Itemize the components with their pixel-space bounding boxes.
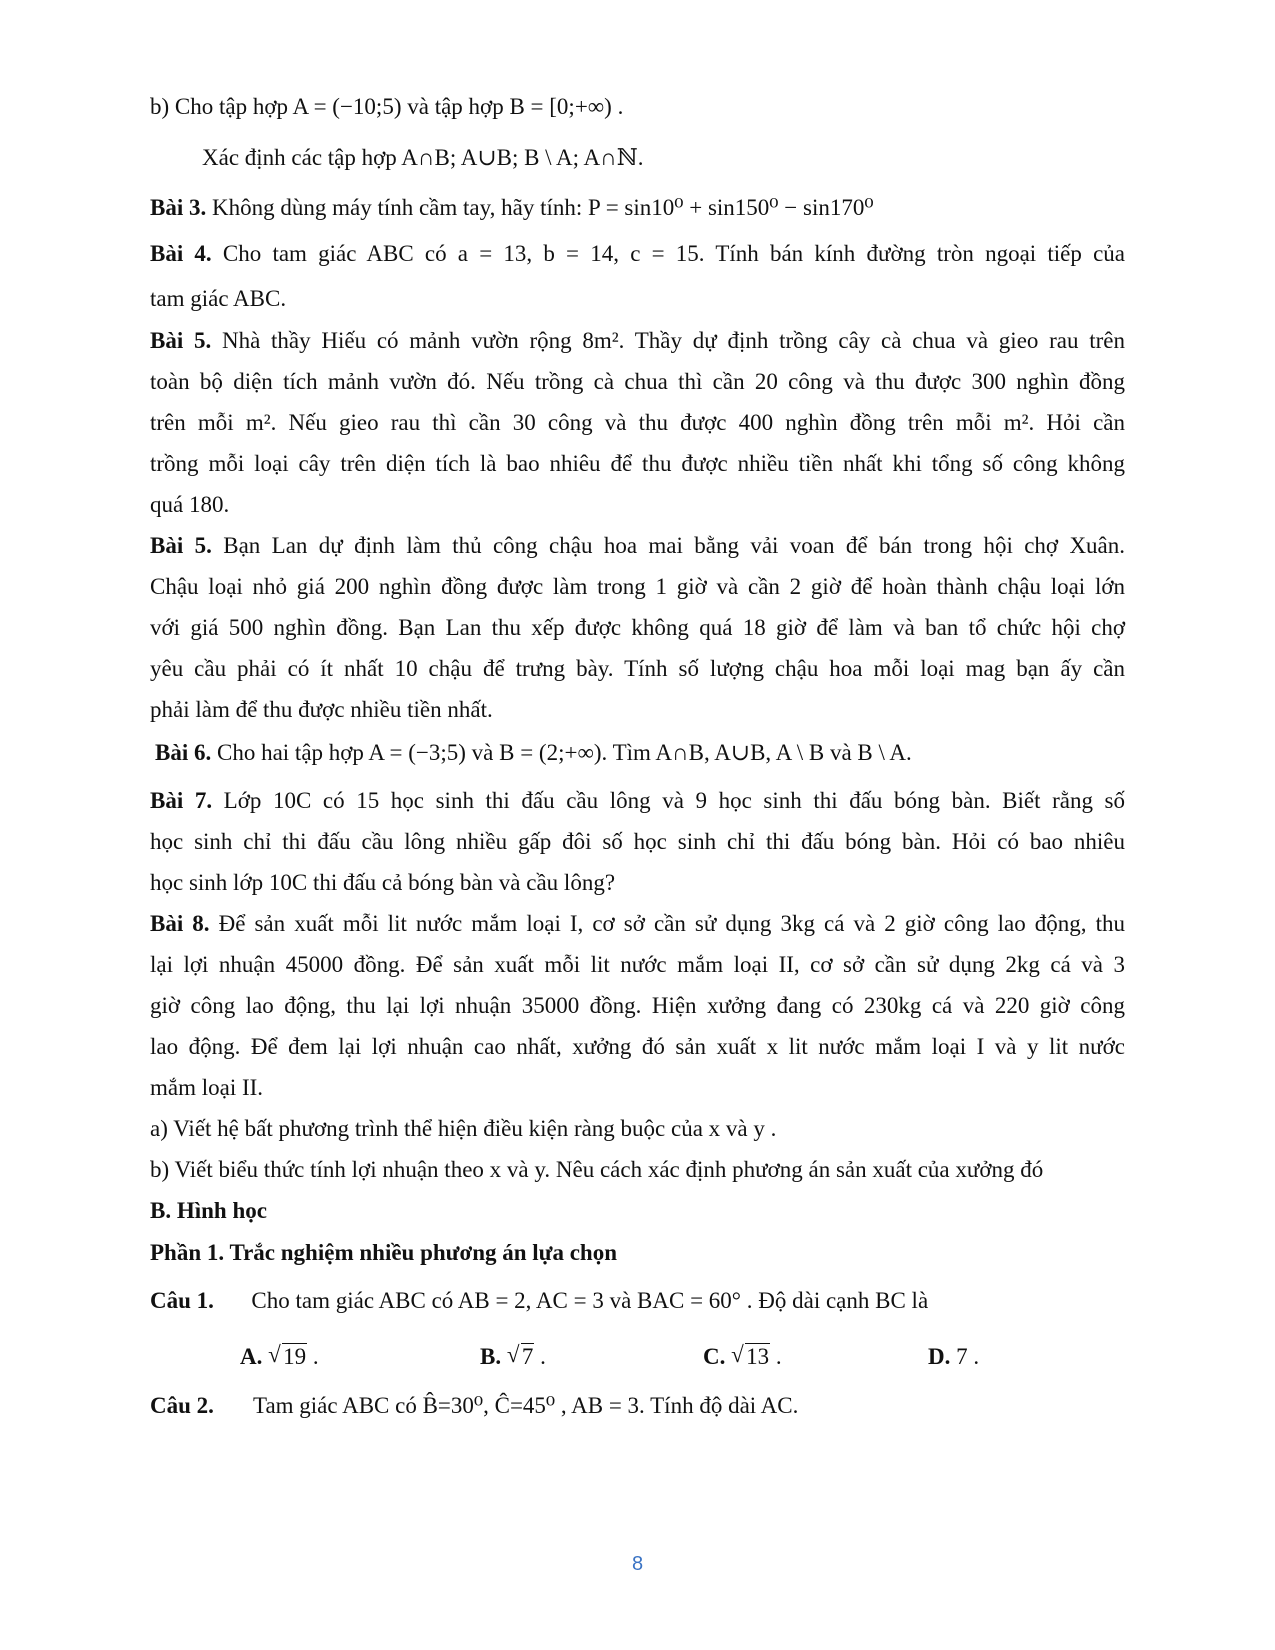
option-c-letter: C. — [703, 1344, 726, 1369]
problem-5a-text-1: Nhà thầy Hiếu có mảnh vườn rộng 8m². Thầy dự định trồng cây cà chua và gieo rau trên — [221, 328, 1126, 353]
option-a[interactable] — [240, 1342, 319, 1372]
problem-4-line-2: tam giác ABC. — [150, 286, 287, 311]
problem-5a-line-5: quá 180. — [150, 492, 230, 517]
problem-6-text: Cho hai tập hợp A = (−3;5) và B = (2;+∞). Tìm A∩B, A∪B, A \ B và B \ A. — [216, 740, 912, 765]
question-2-text: Tam giác ABC có B̂=30⁰, Ĉ=45⁰ , AB = 3. Tính độ dài AC. — [253, 1393, 799, 1418]
option-a-sqrt — [268, 1342, 307, 1372]
problem-6-label: Bài 6. — [155, 740, 212, 765]
part-1-heading — [150, 1238, 617, 1268]
option-d-letter: D. — [928, 1344, 951, 1369]
question-2 — [150, 1391, 798, 1421]
problem-5a-line-3: trên mỗi m². Nếu gieo rau thì cần 30 công và thu được 400 nghìn đồng trên mỗi m². Hỏi cần — [150, 410, 1125, 435]
problem-7-text-1: Lớp 10C có 15 học sinh thi đấu cầu lông và 9 học sinh thi đấu bóng bàn. Biết rằng số — [223, 788, 1125, 813]
problem-4-line-1 — [150, 239, 1125, 269]
problem-5a-label: Bài 5. — [150, 328, 212, 353]
problem-5b-line-5: phải làm để thu được nhiều tiền nhất. — [150, 697, 493, 722]
problem-5b-line-2: Chậu loại nhỏ giá 200 nghìn đồng được làm trong 1 giờ và cần 2 giờ để hoàn thành chậu loại lớn — [150, 574, 1125, 599]
problem-8-part-b: b) Viết biểu thức tính lợi nhuận theo x và y. Nêu cách xác định phương án sản xuất của xưởng đó — [150, 1157, 1044, 1182]
option-d[interactable] — [928, 1342, 979, 1372]
problem-8-part-a: a) Viết hệ bất phương trình thể hiện điều kiện ràng buộc của x và y . — [150, 1116, 777, 1141]
problem-7-line-3: học sinh lớp 10C thi đấu cả bóng bàn và cầu lông? — [150, 870, 616, 895]
problem-8-line-2: lại lợi nhuận 45000 đồng. Để sản xuất mỗi lit nước mắm loại II, cơ sở cần sử dụng 2kg cá và 3 — [150, 952, 1125, 977]
problem-5b-line-1 — [150, 531, 1125, 561]
option-a-suffix: . — [307, 1344, 319, 1369]
section-geometry-title: B. Hình học — [150, 1198, 267, 1223]
problem-5a-line-1 — [150, 326, 1125, 356]
option-d-value: 7 — [956, 1344, 968, 1369]
problem-8-line-5: mắm loại II. — [150, 1075, 264, 1100]
page-number: 8 — [631, 1553, 644, 1575]
problem-6 — [155, 738, 912, 768]
question-1-text: Cho tam giác ABC có AB = 2, AC = 3 và BAC = 60° . Độ dài cạnh BC là — [251, 1288, 929, 1313]
problem-7-label: Bài 7. — [150, 788, 213, 813]
option-b-sqrt — [507, 1342, 535, 1372]
problem-8-line-4: lao động. Để đem lại lợi nhuận cao nhất, xưởng đó sản xuất x lit nước mắm loại I và y lit nước — [150, 1034, 1125, 1059]
line-2b-sets: b) Cho tập hợp A = (−10;5) và tập hợp B = [0;+∞) . — [150, 94, 624, 119]
problem-5b-line-4: yêu cầu phải có ít nhất 10 chậu để trưng bày. Tính số lượng chậu hoa mỗi loại mag bạn ấy cần — [150, 656, 1125, 681]
problem-7-line-2: học sinh chỉ thi đấu cầu lông nhiều gấp đôi số học sinh chỉ thi đấu bóng bàn. Hỏi có bao nhiêu — [150, 829, 1125, 854]
problem-3-text: Không dùng máy tính cầm tay, hãy tính: P = sin10⁰ + sin150⁰ − sin170⁰ — [211, 195, 874, 220]
option-c[interactable] — [703, 1342, 782, 1372]
problem-5b-line-3: với giá 500 nghìn đồng. Bạn Lan thu xếp được không quá 18 giờ để làm và ban tổ chức hội chợ — [150, 615, 1125, 640]
line-2b-task: Xác định các tập hợp A∩B; A∪B; B \ A; A∩ℕ. — [202, 145, 644, 170]
question-1 — [150, 1286, 928, 1316]
question-1-label: Câu 1. — [150, 1288, 214, 1313]
problem-4-label: Bài 4. — [150, 241, 212, 266]
option-b-value: 7 — [521, 1344, 534, 1369]
question-2-label: Câu 2. — [150, 1393, 214, 1418]
option-c-sqrt — [731, 1342, 770, 1372]
problem-7-line-1 — [150, 786, 1125, 816]
option-b-letter: B. — [480, 1344, 502, 1369]
problem-8-text-1: Để sản xuất mỗi lit nước mắm loại I, cơ sở cần sử dụng 3kg cá và 2 giờ công lao động, thu — [218, 911, 1126, 936]
problem-5a-line-4: trồng mỗi loại cây trên diện tích là bao nhiêu để thu được nhiều tiền nhất khi tổng số công không — [150, 451, 1125, 476]
problem-8-line-3: giờ công lao động, thu lại lợi nhuận 35000 đồng. Hiện xưởng đang có 230kg cá và 220 giờ công — [150, 993, 1125, 1018]
option-c-suffix: . — [770, 1344, 782, 1369]
problem-5a-line-2: toàn bộ diện tích mảnh vườn đó. Nếu trồng cà chua thì cần 20 công và thu được 300 nghìn đồng — [150, 369, 1125, 394]
option-b-suffix: . — [534, 1344, 546, 1369]
option-a-value: 19 — [283, 1344, 307, 1369]
problem-8-label: Bài 8. — [150, 911, 210, 936]
option-d-suffix: . — [967, 1344, 980, 1369]
option-b[interactable] — [480, 1342, 546, 1372]
option-a-letter: A. — [240, 1344, 263, 1369]
option-c-value: 13 — [746, 1344, 770, 1369]
problem-8-line-1 — [150, 909, 1125, 939]
problem-4-text-1: Cho tam giác ABC có a = 13, b = 14, c = 15. Tính bán kính đường tròn ngoại tiếp của — [222, 241, 1125, 266]
problem-5b-label: Bài 5. — [150, 533, 212, 558]
problem-3 — [150, 193, 874, 223]
section-geometry-heading — [150, 1196, 267, 1226]
part-1-title: Phần 1. Trắc nghiệm nhiều phương án lựa chọn — [150, 1240, 618, 1265]
problem-5b-text-1: Bạn Lan dự định làm thủ công chậu hoa mai bằng vải voan để bán trong hội chợ Xuân. — [223, 533, 1126, 558]
problem-3-label: Bài 3. — [150, 195, 207, 220]
